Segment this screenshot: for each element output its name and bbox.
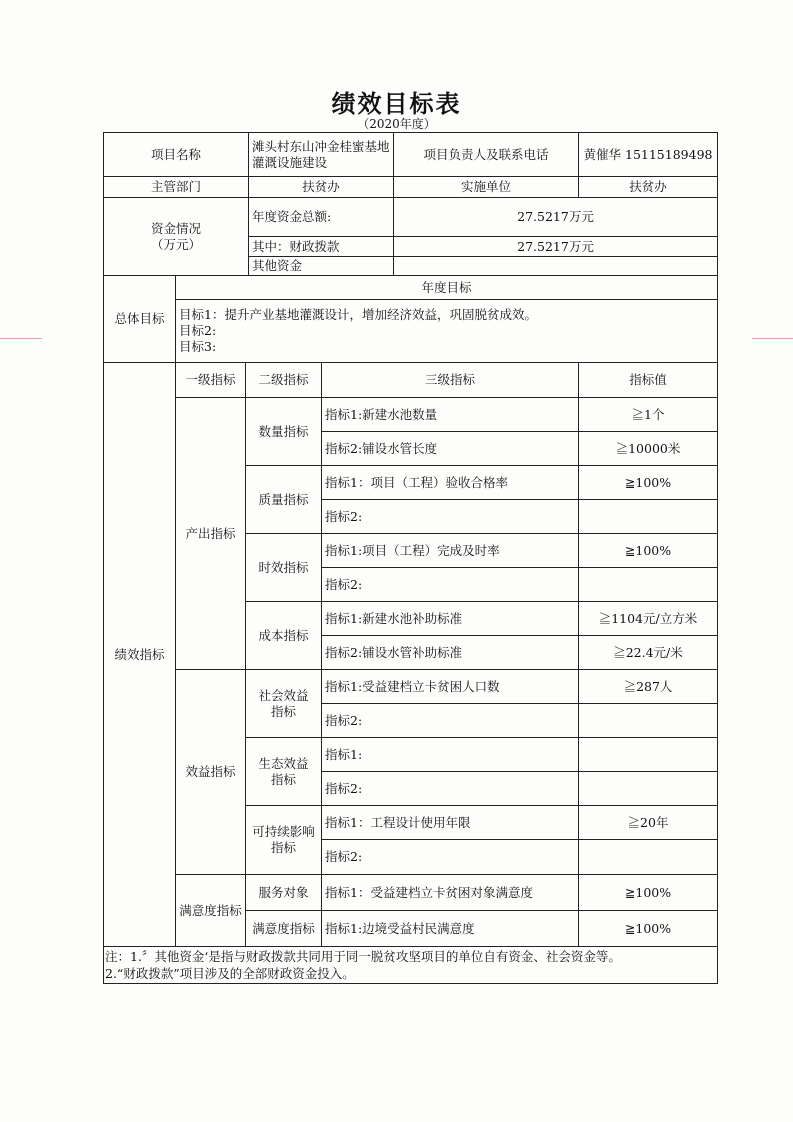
- funds-total-label: 年度资金总额:: [248, 197, 394, 237]
- indicator-value: [578, 839, 718, 875]
- level2-social: 社会效益 指标: [245, 669, 322, 738]
- indicator-name: 指标2:: [321, 499, 579, 534]
- indicator-value: ≧100%: [578, 465, 718, 500]
- performance-goal-table: [103, 132, 718, 984]
- page-edge-mark: [752, 338, 793, 339]
- indicator-name: 指标2:: [321, 771, 579, 806]
- indicator-name: 指标1:: [321, 737, 579, 772]
- indicator-name: 指标2:: [321, 567, 579, 602]
- indicator-value: [578, 703, 718, 738]
- indicator-value: [578, 499, 718, 534]
- funds-total-value: 27.5217万元: [393, 197, 718, 237]
- funds-fiscal-value: 27.5217万元: [393, 236, 718, 257]
- perf-header-value: 指标值: [578, 362, 718, 398]
- indicator-value: ≧100%: [578, 910, 718, 947]
- note-line: 注：1.〞其他资金‘是指与财政拨款共同用于同一脱贫攻坚项目的单位自有资金、社会资金等。: [105, 949, 621, 964]
- indicator-value: [578, 771, 718, 806]
- indicator-name: 指标2:: [321, 839, 579, 875]
- overall-goal-label: 总体目标: [103, 275, 176, 363]
- funds-other-value: [393, 256, 718, 276]
- leader-label: 项目负责人及联系电话: [393, 132, 579, 177]
- indicator-name: 指标1：项目（工程）验收合格率: [321, 465, 579, 500]
- leader-value: 黄催华 15115189498: [578, 132, 718, 177]
- indicator-name: 指标1：受益建档立卡贫困对象满意度: [321, 874, 579, 911]
- page-edge-mark: [0, 338, 42, 339]
- indicator-value: ≧22.4元/米: [578, 635, 718, 670]
- funds-label: 资金情况 （万元）: [103, 197, 249, 276]
- perf-header-level2: 二级指标: [245, 362, 322, 398]
- dept-label: 主管部门: [103, 176, 249, 198]
- page-subtitle: （2020年度）: [357, 117, 436, 131]
- perf-header-level3: 三级指标: [321, 362, 579, 398]
- indicator-value: [578, 567, 718, 602]
- indicator-name: 指标1:边境受益村民满意度: [321, 910, 579, 947]
- indicator-name: 指标2:: [321, 703, 579, 738]
- overall-goal-item: 目标3:: [179, 339, 217, 354]
- indicator-value: ≧20年: [578, 805, 718, 840]
- funds-other-label: 其他资金: [248, 256, 394, 276]
- indicator-name: 指标1:项目（工程）完成及时率: [321, 533, 579, 568]
- project-name-value: 滩头村东山冲金桂蜜基地灌溉设施建设: [248, 132, 394, 177]
- indicator-name: 指标2:铺设水管长度: [321, 431, 579, 466]
- indicator-name: 指标1：工程设计使用年限: [321, 805, 579, 840]
- indicator-name: 指标2:铺设水管补助标准: [321, 635, 579, 670]
- impl-label: 实施单位: [393, 176, 579, 198]
- level2-timeliness: 时效指标: [245, 533, 322, 602]
- overall-goal-header: 年度目标: [175, 275, 718, 300]
- overall-goal-list: [175, 299, 718, 363]
- note-line: 2.“财政拨款”项目涉及的全部财政资金投入。: [105, 966, 355, 981]
- indicator-value: ≧287人: [578, 669, 718, 704]
- indicator-value: ≧100%: [578, 533, 718, 568]
- level2-service-target: 服务对象: [245, 874, 322, 911]
- overall-goal-item: 目标1：提升产业基地灌溉设计，增加经济效益，巩固脱贫成效。: [179, 307, 537, 322]
- indicator-value: ≧1104元/立方米: [578, 601, 718, 636]
- level2-cost: 成本指标: [245, 601, 322, 670]
- page-title: 绩效目标表: [331, 89, 462, 118]
- level2-satisfaction: 满意度指标: [245, 910, 322, 947]
- impl-value: 扶贫办: [578, 176, 718, 198]
- perf-header-level1: 一级指标: [175, 362, 246, 398]
- level2-sustainable: 可持续影响 指标: [245, 805, 322, 875]
- level2-quantity: 数量指标: [245, 397, 322, 466]
- indicator-value: ≧1个: [578, 397, 718, 432]
- level2-quality: 质量指标: [245, 465, 322, 534]
- indicator-name: 指标1:受益建档立卡贫困人口数: [321, 669, 579, 704]
- indicator-value: ≧100%: [578, 874, 718, 911]
- overall-goal-item: 目标2:: [179, 323, 217, 338]
- level1-benefit: 效益指标: [175, 669, 246, 875]
- indicator-value: [578, 737, 718, 772]
- dept-value: 扶贫办: [248, 176, 394, 198]
- indicator-name: 指标1:新建水池补助标准: [321, 601, 579, 636]
- indicator-name: 指标1:新建水池数量: [321, 397, 579, 432]
- level1-output: 产出指标: [175, 397, 246, 670]
- indicator-value: ≧10000米: [578, 431, 718, 466]
- level1-satisfaction: 满意度指标: [175, 874, 246, 947]
- level2-ecological: 生态效益 指标: [245, 737, 322, 806]
- funds-fiscal-label: 其中：财政拨款: [248, 236, 394, 257]
- perf-label: 绩效指标: [103, 362, 176, 947]
- project-name-label: 项目名称: [103, 132, 249, 177]
